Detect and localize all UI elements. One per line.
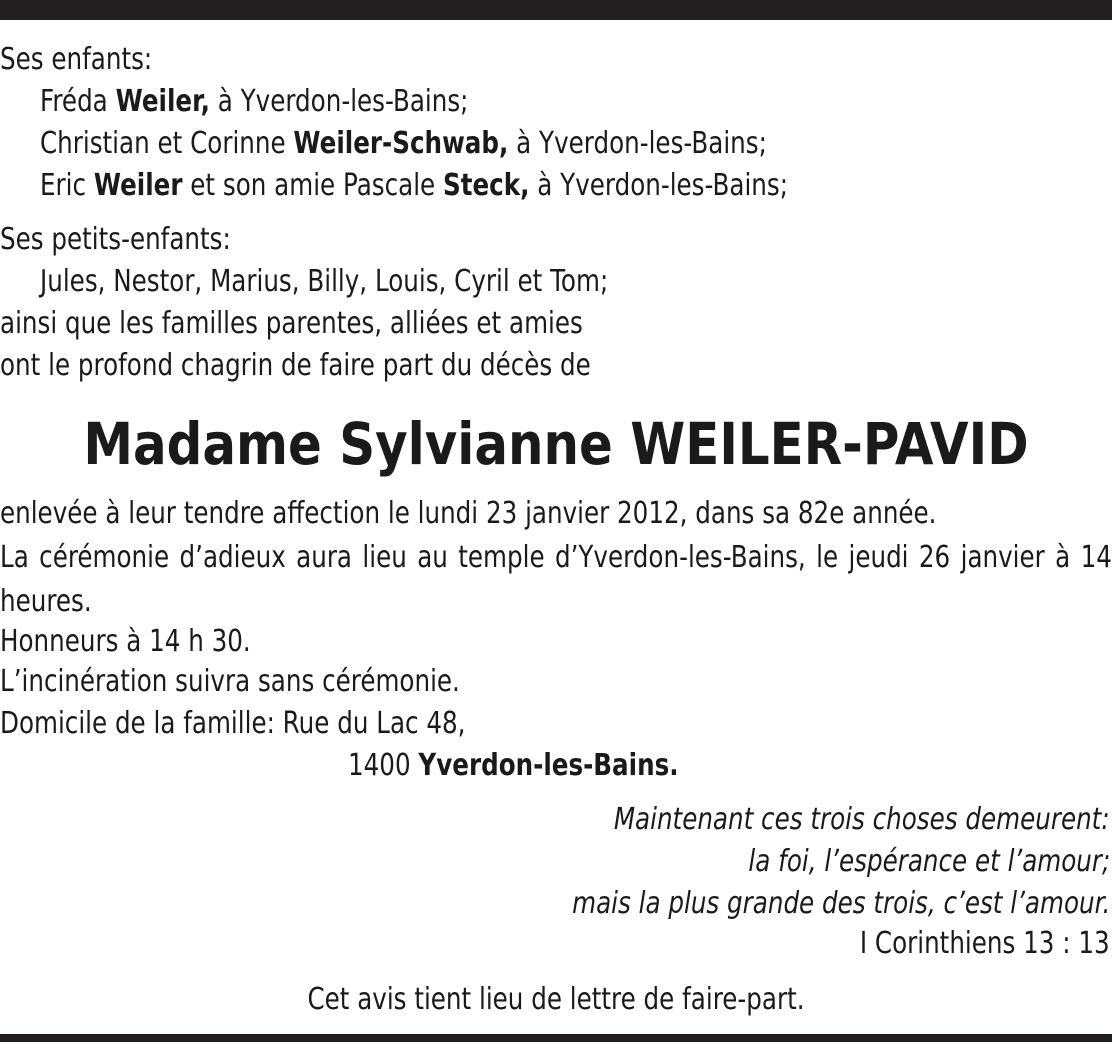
domicile-city-line	[348, 744, 679, 788]
child-2-surname: Weiler-Schwab,	[293, 126, 509, 161]
quote-line-1: Maintenant ces trois choses demeurent:	[614, 802, 1110, 837]
child-line-1	[40, 80, 468, 124]
postcode: 1400	[348, 748, 419, 783]
child-3-partner-surname: Steck,	[443, 168, 530, 203]
child-3-surname: Weiler	[93, 168, 183, 203]
child-3-first-name: Eric	[40, 168, 94, 203]
families-line: ainsi que les familles parentes, alliées et amies	[0, 306, 583, 341]
bible-reference: I Corinthiens 13 : 13	[860, 926, 1110, 961]
child-1-first-name: Fréda	[40, 84, 116, 119]
child-1-location: à Yverdon-les-Bains;	[209, 84, 469, 119]
ceremony-paragraph: La cérémonie d’adieux aura lieu au temple d’Yverdon-les-Bains, le jeudi 26 janvier à 14 heures.	[0, 540, 1112, 619]
honours-line: Honneurs à 14 h 30.	[0, 624, 251, 659]
quote-line-3: mais la plus grande des trois, c’est l’amour.	[571, 886, 1110, 921]
child-3-location: à Yverdon-les-Bains;	[529, 168, 788, 203]
domicile-line: Domicile de la famille: Rue du Lac 48,	[0, 706, 466, 741]
child-line-2	[40, 122, 767, 166]
death-line: enlevée à leur tendre affection le lundi 23 janvier 2012, dans sa 82e année.	[0, 496, 937, 531]
deceased-name: Madame Sylvianne WEILER-PAVID	[83, 410, 1029, 478]
city: Yverdon-les-Bains.	[418, 748, 679, 783]
announce-line: ont le profond chagrin de faire part du décès de	[0, 348, 591, 383]
grandchildren-heading: Ses petits-enfants:	[0, 222, 231, 257]
grandchildren-names: Jules, Nestor, Marius, Billy, Louis, Cyril et Tom;	[40, 264, 609, 299]
footer-note: Cet avis tient lieu de lettre de faire-part.	[307, 982, 805, 1017]
quote-line-2: la foi, l’espérance et l’amour;	[748, 844, 1110, 879]
child-1-surname: Weiler,	[115, 84, 210, 119]
child-2-first-names: Christian et Corinne	[40, 126, 294, 161]
top-rule	[0, 0, 1112, 20]
incineration-line: L’incinération suivra sans cérémonie.	[0, 664, 460, 699]
child-2-location: à Yverdon-les-Bains;	[508, 126, 767, 161]
bottom-rule	[0, 1034, 1112, 1042]
children-heading: Ses enfants:	[0, 42, 153, 77]
child-line-3	[40, 164, 788, 208]
child-3-partner-text: et son amie Pascale	[182, 168, 444, 203]
